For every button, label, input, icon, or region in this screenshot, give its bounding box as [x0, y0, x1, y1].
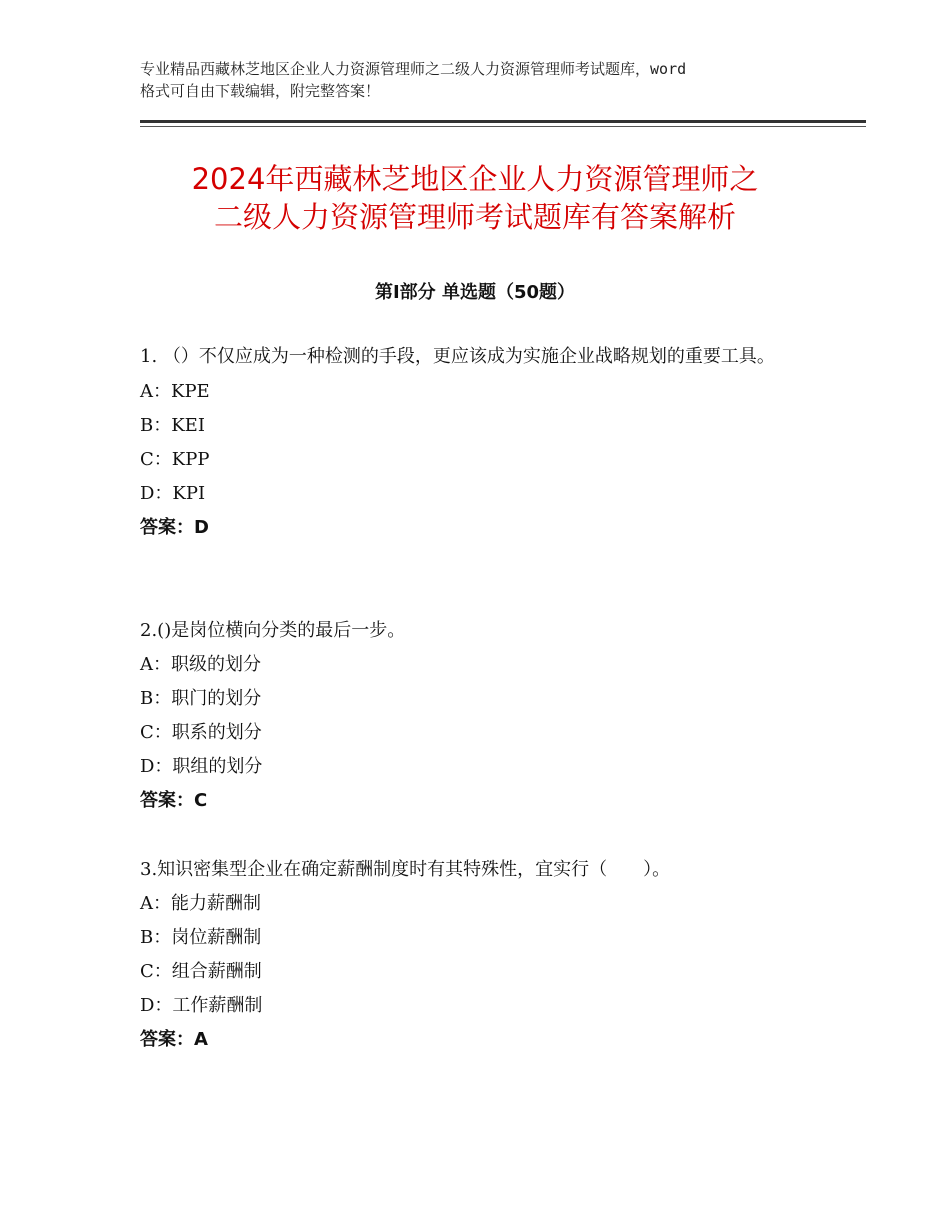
document-title-line-1: 2024年西藏林芝地区企业人力资源管理师之: [191, 162, 759, 196]
option-a: A：职级的划分: [140, 654, 261, 675]
header-divider-thick: [140, 120, 866, 123]
question-stem: 2.()是岗位横向分类的最后一步。: [140, 620, 406, 641]
header-note-line-2: 格式可自由下载编辑，附完整答案！: [140, 82, 381, 100]
document-title-line-2: 二级人力资源管理师考试题库有答案解析: [213, 200, 736, 234]
question-1: [140, 341, 830, 545]
header-divider-thin: [140, 126, 866, 127]
answer: 答案：A: [140, 1029, 208, 1050]
section-heading: 第Ⅰ部分 单选题（50题）: [374, 282, 575, 303]
option-a: A：能力薪酬制: [140, 893, 261, 914]
answer: 答案：D: [140, 517, 209, 538]
header-note: [140, 58, 830, 102]
option-a: A：KPE: [140, 381, 210, 402]
question-3: [140, 853, 830, 1057]
header-note-line-1: 专业精品西藏林芝地区企业人力资源管理师之二级人力资源管理师考试题库，word: [140, 60, 687, 78]
option-b: B：岗位薪酬制: [140, 927, 262, 948]
question-2: [140, 614, 830, 818]
option-b: B：KEI: [140, 415, 205, 436]
question-stem: 3.知识密集型企业在确定薪酬制度时有其特殊性，宜实行（ ）。: [140, 859, 671, 880]
answer: 答案：C: [140, 790, 208, 811]
question-stem: 1. （）不仅应成为一种检测的手段，更应该成为实施企业战略规划的重要工具。: [140, 346, 775, 367]
option-d: D：工作薪酬制: [140, 995, 263, 1016]
option-c: C：职系的划分: [140, 722, 262, 743]
document-title: [90, 160, 860, 236]
option-d: D：KPI: [140, 483, 206, 504]
option-c: C：KPP: [140, 449, 210, 470]
option-c: C：组合薪酬制: [140, 961, 262, 982]
option-d: D：职组的划分: [140, 756, 263, 777]
option-b: B：职门的划分: [140, 688, 262, 709]
